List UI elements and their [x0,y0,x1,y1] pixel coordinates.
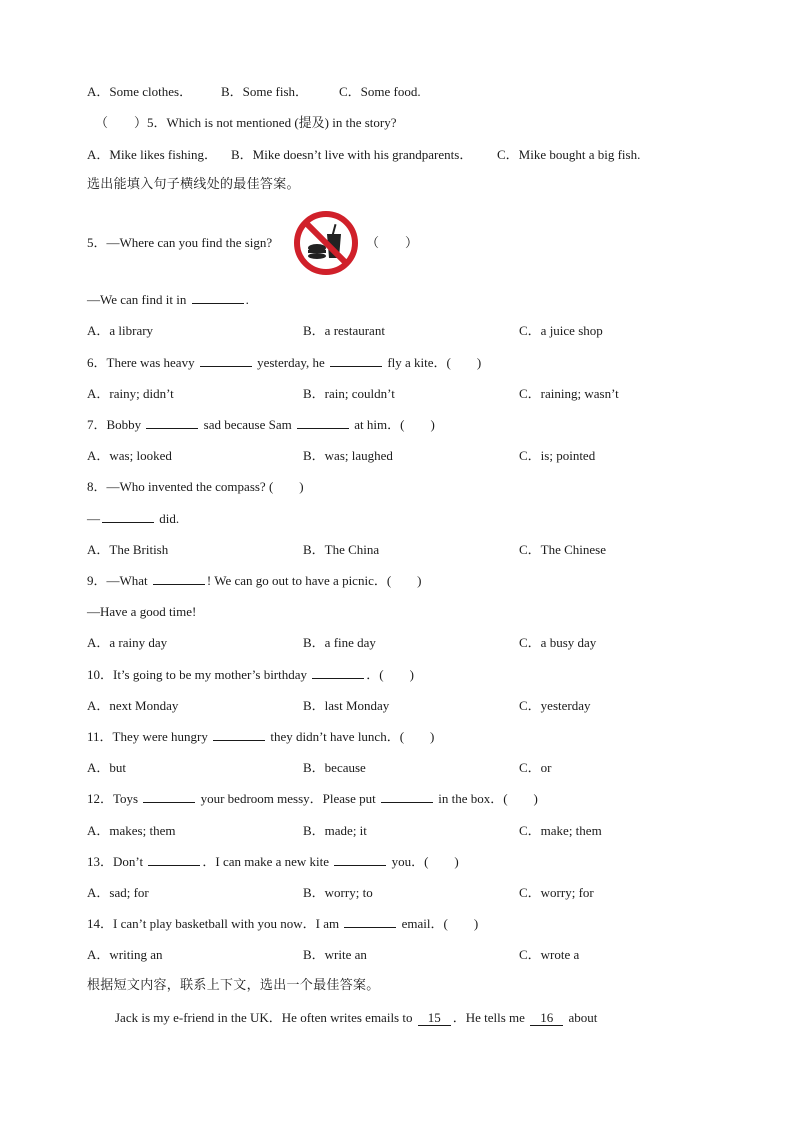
option-b: B．write an [303,947,367,962]
option-a: A．was; looked [87,448,172,463]
text: did. [156,511,180,526]
option-b: B．a fine day [303,635,376,650]
text: ! We can go out to have a picnic．( ) [206,573,422,588]
fill-blank[interactable] [200,355,252,367]
fill-blank[interactable] [143,791,195,803]
question-text: 5．Which is not mentioned (提及) in the story? [147,115,397,130]
question-12 [87,791,538,807]
answer-paren: （ ） [366,235,419,250]
option-c: C．The Chinese [519,542,607,557]
option-b: B．because [303,760,366,775]
option-b-fish: B．Some fish． [221,84,309,99]
numbered-blank-16[interactable]: 16 [530,1011,563,1026]
question-9-reply: —Have a good time! [87,604,197,619]
fill-blank[interactable] [330,355,382,367]
option-a: A．sad; for [87,885,149,900]
text: 9．—What [87,573,151,588]
fill-blank[interactable] [153,573,205,585]
option-a: A．Mike likes fishing． [87,147,217,162]
option-a: A．writing an [87,947,163,962]
fill-blank[interactable] [192,292,244,304]
text: fly a kite．( ) [384,355,482,370]
option-b: B．rain; couldn’t [303,386,395,401]
option-a-clothes: A．Some clothes． [87,84,193,99]
fill-blank[interactable] [148,854,200,866]
option-c: C．yesterday [519,698,591,713]
question-8: 8．—Who invented the compass? ( ) [87,479,304,494]
text: they didn’t have lunch．( ) [267,729,435,744]
question-10 [87,667,414,683]
section-title-reading: 根据短文内容，联系上下文，选出一个最佳答案。 [87,978,380,993]
no-food-drink-sign-icon [293,210,359,276]
question-8-answer-line [87,511,179,527]
fill-blank[interactable] [146,417,198,429]
text: . [245,292,249,307]
text: email．( ) [398,916,479,931]
question-5-answer-line [87,292,249,308]
option-c: C．a busy day [519,635,597,650]
option-a: A．The British [87,542,169,557]
option-c: C．is; pointed [519,448,596,463]
option-c: C．wrote a [519,947,580,962]
text: ．He tells me [452,1010,529,1025]
option-c: C．a juice shop [519,323,603,338]
option-c: C．raining; wasn’t [519,386,619,401]
option-c: C．or [519,760,552,775]
text: at him．( ) [351,417,435,432]
text: 7．Bobby [87,417,145,432]
question-5-sign-text: 5．—Where can you find the sign? [87,235,273,250]
option-b: B．The China [303,542,380,557]
text: in the box．( ) [434,791,538,806]
text: 11．They were hungry [87,729,212,744]
numbered-blank-15[interactable]: 15 [418,1011,451,1026]
option-c: C．Mike bought a big fish. [497,147,641,162]
option-b: B．was; laughed [303,448,393,463]
text: your bedroom messy．Please put [197,791,379,806]
text: 10．It’s going to be my mother’s birthday [87,667,311,682]
option-b: B．made; it [303,823,367,838]
text: — [87,511,100,526]
text: —We can find it in [87,292,190,307]
text: sad because Sam [200,417,296,432]
option-c: C．worry; for [519,885,594,900]
option-b: B．a restaurant [303,323,385,338]
option-b: B．last Monday [303,698,390,713]
option-a: A．makes; them [87,823,176,838]
fill-blank[interactable] [213,729,265,741]
question-7 [87,417,435,433]
fill-blank[interactable] [102,511,154,523]
text: you．( ) [388,854,459,869]
section-title-fill-blank: 选出能填入句子横线处的最佳答案。 [87,177,300,192]
option-a: A．but [87,760,127,775]
question-5-story [95,115,397,131]
option-c: C．make; them [519,823,602,838]
fill-blank[interactable] [297,417,349,429]
text: Jack is my e-friend in the UK．He often writes emails to [115,1010,416,1025]
answer-paren: （ ） [95,115,148,130]
fill-blank[interactable] [312,667,364,679]
option-b: B．worry; to [303,885,373,900]
text: 12．Toys [87,791,142,806]
fill-blank[interactable] [344,916,396,928]
text: ．( ) [366,667,414,682]
text: 13．Don’t [87,854,147,869]
question-9 [87,573,422,589]
option-a: A．a rainy day [87,635,168,650]
option-b: B．Mike doesn’t live with his grandparents． [231,147,473,162]
option-c-food: C．Some food. [339,84,421,99]
text: ．I can make a new kite [202,854,333,869]
option-a: A．a library [87,323,154,338]
question-14 [87,916,478,932]
text: about [565,1010,598,1025]
question-11 [87,729,434,745]
text: yesterday, he [253,355,329,370]
question-6 [87,355,481,371]
text: 14．I can’t play basketball with you now．I am [87,916,343,931]
text: 6．There was heavy [87,355,198,370]
option-a: A．rainy; didn’t [87,386,174,401]
question-13 [87,854,459,870]
passage-text [115,1010,597,1026]
option-a: A．next Monday [87,698,179,713]
fill-blank[interactable] [381,791,433,803]
fill-blank[interactable] [334,854,386,866]
